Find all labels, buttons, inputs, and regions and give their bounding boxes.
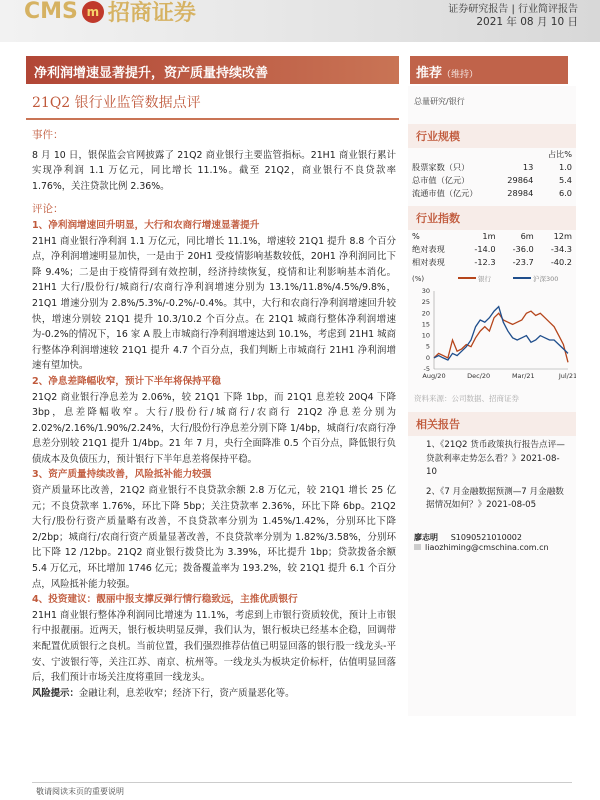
rating-note: （维持）: [442, 70, 479, 80]
cell: 相对表现: [412, 257, 445, 267]
header-banner: [0, 0, 600, 42]
event-label: 事件：: [32, 129, 64, 141]
cell: 流通市值（亿元）: [412, 188, 478, 198]
section-head: 2、净息差降幅收窄，预计下半年将保持平稳: [32, 375, 221, 387]
main-content: [32, 126, 396, 701]
x-tick-label: Dec/20: [467, 372, 491, 380]
cell: 5.4: [558, 175, 572, 185]
series-line: [434, 307, 568, 361]
cell: 股票家数（只）: [412, 162, 470, 172]
y-tick-label: 25: [421, 298, 430, 307]
table-header: [408, 230, 576, 243]
logo-mark-icon: m: [82, 1, 104, 23]
index-chart: [408, 269, 576, 387]
section-text: 21Q2 商业银行净息差为 2.06%，较 21Q1 下降 1bp，而 21Q1 息差较 20Q4 下降 3bp，息差降幅收窄。大行/股份行/城商行/农商行 21Q2 净息差分别为 2.02%/2.16%/1.90%/2.24%，大行/股份行净息差分别下降 1/4bp，城商行/农商行净息差分别较 21Q1 提升 1/4bp。21 年 7 月，央行全面降准 0.5 个百分点，降低银行负债成本及负债压力，预计银行下半年息差将保持平稳。: [32, 391, 396, 465]
report-date: 2021 年 08 月 10 日: [476, 16, 578, 28]
cell: -12.3: [474, 257, 496, 267]
cell: -23.7: [512, 257, 534, 267]
section-text: 21H1 商业银行净利润 1.1 万亿元，同比增长 11.1%，增速较 21Q1 提升 8.8 个百分点，净利润增速明显加快，一是由于 20H1 受疫情影响基数较低，20H1 净利润同比下降 9.4%；二是由于疫情得到有效控制，经济持续恢复，疫情和让利影响基本消化。21H1 大行/股份行/城商行/农商行净利润增速分别为 13.1%/11.8%/4.5%/9.8%，21Q1 增速分别为 2.8%/5.3%/-0.2%/-0.4%。其中，大行和农商行净利润增速回升较快，增速分别较 21Q1 提升 10.3/10.2 个百分点。在 21Q1 城商行整体净利润增速为-0.2%的情况下，16 家 A 股上市城商行净利润增速达到 10.1%，考虑到 21H1 城商行整体净利润增速较 21Q1 提升 4.7 个百分点，我们判断上市城商行 21H1 净利润增速有望加快。: [32, 235, 396, 372]
section-text: 21H1 商业银行整体净利润同比增速为 11.1%，考虑到上市银行资质较优，预计上市银行中报靓丽。近两天，银行板块明显反弹，我们认为，银行板块已经基本企稳，回调带来配置优质银行之良机。当前位置，我们强烈推荐估值已明显回落的银行股一线龙头-平安、宁波银行等，关注江苏、南京、杭州等。一线龙头为板块定价标杆，估值明显回落后，我们预计市场关注度将重回一线龙头。: [32, 609, 396, 684]
risk-label: 风险提示：: [32, 687, 79, 699]
scale-title: 行业规模: [408, 124, 576, 148]
event-text: 8 月 10 日，银保监会官网披露了 21Q2 商业银行主要监管指标。21H1 商业银行累计实现净利润 1.1 万亿元，同比增长 11.1%。截至 21Q2，商业银行不良贷款率 1.76%，关注贷款比例 2.36%。: [32, 149, 396, 192]
sidebar: [408, 86, 576, 716]
cell: 28984: [507, 188, 534, 198]
author-name: 廖志明: [414, 532, 438, 542]
cell: -34.3: [550, 244, 572, 254]
cell: -36.0: [512, 244, 534, 254]
y-tick-label: 5: [425, 342, 430, 351]
section-head: 1、净利润增速回升明显，大行和农商行增速显著提升: [32, 219, 260, 231]
author-email-row: [408, 543, 576, 552]
footer-divider: [32, 782, 572, 783]
divider: [26, 118, 399, 120]
related-title: 相关报告: [408, 412, 576, 436]
logo-cn: 招商证券: [107, 1, 196, 26]
legend-label: 银行: [478, 275, 491, 283]
cell: 6m: [520, 231, 534, 241]
x-tick-label: Aug/20: [422, 372, 446, 380]
cell: 12m: [553, 231, 572, 241]
logo-text: CMS: [24, 0, 78, 24]
cell: 1.0: [558, 162, 572, 172]
report-type: 证券研究报告 | 行业简评报告: [448, 4, 578, 15]
cell: 13: [522, 162, 534, 172]
cell: 6.0: [558, 188, 572, 198]
cell: 29864: [507, 175, 534, 185]
footer-note: 敬请阅读末页的重要说明: [36, 787, 124, 796]
col-header: 占比%: [547, 149, 572, 159]
rating: [410, 56, 568, 84]
author-email[interactable]: liaozhiming@cmschina.com.cn: [425, 542, 549, 552]
index-table: [408, 230, 576, 269]
y-tick-label: 15: [421, 320, 430, 329]
scale-table: [408, 148, 576, 200]
author-id: S1090521010002: [450, 532, 522, 542]
risk-note: [32, 686, 396, 702]
y-axis-label: (%): [412, 275, 425, 283]
y-tick-label: 0: [425, 353, 430, 362]
risk-text: 金融让利，息差收窄；经济下行，资产质量恶化等。: [78, 687, 295, 699]
report-title: 净利润增速显著提升，资产质量持续改善: [26, 56, 399, 84]
category: 总量研究/银行: [414, 97, 465, 106]
y-tick-label: -5: [423, 365, 430, 373]
table-row: [408, 187, 576, 200]
legend-label: 沪深300: [533, 275, 559, 283]
table-row: [408, 256, 576, 269]
subtitle: 21Q2 银行业监管数据点评: [32, 95, 201, 111]
logo: [24, 0, 196, 27]
section-text: 资产质量环比改善，21Q2 商业银行不良贷款余额 2.8 万亿元，较 21Q1 增长 25 亿元；不良贷款率 1.76%，环比下降 5bp；关注贷款率 2.36%，环比下降 6bp。21Q2 大行/股份行资产质量略有改善，不良贷款率分别为 1.45%/1.42%，分别环比下降 2/2bp；城商行/农商行资产质量显著改善，不良贷款率分别为 1.82%/3.58%，分别环比下降 12 /12bp。21Q2 商业银行拨贷比为 3.39%，环比提升 1bp；贷款拨备余额 5.4 万亿元，环比增加 1746 亿元；拨备覆盖率为 193.2%，较 21Q1 提升 6.1 个百分点，风险抵补能力较强。: [32, 485, 396, 590]
cell: 1m: [482, 231, 496, 241]
cell: -14.0: [474, 244, 496, 254]
table-row: [408, 161, 576, 174]
y-tick-label: 20: [421, 309, 430, 318]
cell: 总市值（亿元）: [412, 175, 470, 185]
comment-label: 评论：: [32, 203, 64, 216]
chart-source: 资料来源：公司数据、招商证券: [414, 394, 519, 403]
related-report[interactable]: 1、《21Q2 货币政策执行报告点评—贷款利率走势怎么看？》2021-08-10: [426, 440, 565, 477]
x-tick-label: Jul/21: [558, 372, 576, 380]
y-tick-label: 30: [421, 287, 430, 295]
mail-icon: [414, 544, 421, 550]
section-head: 3、资产质量持续改善，风险抵补能力较强: [32, 469, 212, 481]
cell: 绝对表现: [412, 244, 445, 254]
table-row: [408, 243, 576, 256]
rating-label: 推荐: [416, 66, 443, 81]
author: [408, 532, 576, 543]
related-report[interactable]: 2、《7 月金融数据预测—7 月金融数据情况如何？》2021-08-05: [426, 486, 564, 510]
cell: -40.2: [550, 257, 572, 267]
section-head: 4、投资建议：靓丽中报支撑反弹行情行稳致远，主推优质银行: [32, 594, 298, 606]
index-title: 行业指数: [408, 206, 576, 230]
y-tick-label: 10: [421, 331, 430, 340]
table-row: [408, 174, 576, 187]
x-tick-label: Mar/21: [511, 372, 535, 380]
cell: %: [412, 231, 420, 241]
